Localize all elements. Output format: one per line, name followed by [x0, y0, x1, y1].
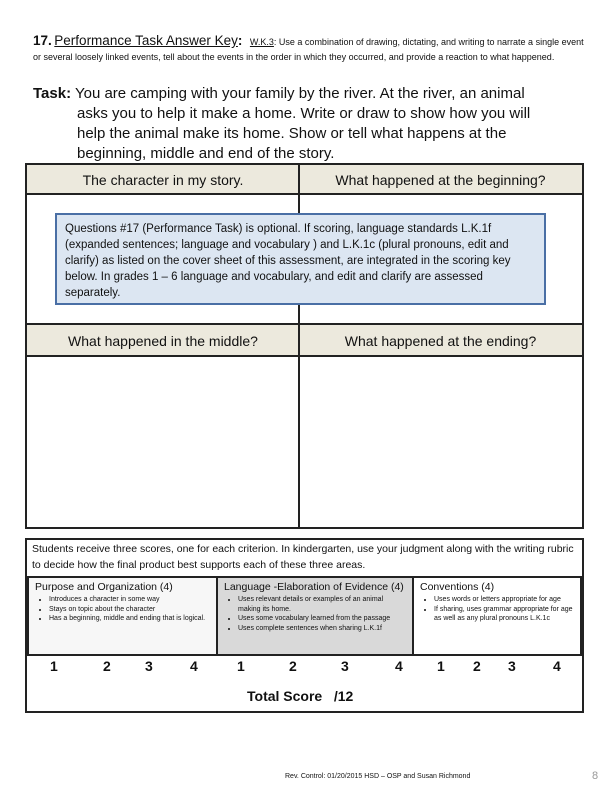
criterion-item: • Introduces a character in some way [49, 595, 210, 605]
criterion-item: • Uses words or letters appropriate for age [434, 595, 574, 605]
criterion-title: Conventions (4) [420, 581, 495, 593]
criterion-item: • Uses some vocabulary learned from the passage [238, 614, 406, 624]
score-3: 3 [145, 658, 153, 674]
score-2: 2 [289, 658, 297, 674]
criterion-item: • Uses relevant details or examples of an animal making its home. [238, 595, 406, 614]
standard-code: W.K.3 [249, 37, 274, 47]
page-title: Performance Task Answer Key [54, 33, 238, 48]
total-score: Total Score /12 [247, 688, 354, 704]
score-1: 1 [437, 658, 445, 674]
criterion-purpose [27, 576, 218, 656]
criterion-item: • Uses complete sentences when sharing L.K.1f [238, 624, 406, 634]
middle-header: What happened in the middle? [27, 323, 299, 357]
criterion-item: • Has a beginning, middle and ending that is logical. [49, 614, 210, 624]
task-line-4: beginning, middle and end of the story. [77, 145, 335, 162]
task-label: Task: [33, 85, 72, 102]
criterion-language [216, 576, 414, 656]
task-line-3: help the animal make its home. Show or tell what happens at the [77, 125, 507, 142]
scoring-note: Questions #17 (Performance Task) is optional. If scoring, language standards L.K.1f (expanded sentences; language and vocabulary ) and L.K.1c (plural pronouns, edit and clarify) as listed on the cover sheet of this assessment, are integrated in the scoring key below. In grades 1 – 6 language and vocabulary, and edit and clarify are assessed separately. [55, 213, 546, 305]
criterion-conventions [412, 576, 582, 656]
score-3: 3 [341, 658, 349, 674]
criterion-title: Language -Elaboration of Evidence (4) [224, 581, 404, 593]
beginning-header: What happened at the beginning? [299, 165, 582, 195]
task-line-1: You are camping with your family by the river. At the river, an animal [74, 85, 525, 102]
character-header: The character in my story. [27, 165, 299, 195]
score-4: 4 [553, 658, 561, 674]
standard-header [33, 33, 593, 65]
criterion-item: • Stays on topic about the character [49, 605, 210, 615]
score-4: 4 [395, 658, 403, 674]
rubric-intro: Students receive three scores, one for each criterion. In kindergarten, use your judgment along with the writing rubric to decide how the final product best supports each of these three areas. [32, 543, 574, 571]
question-number: 17. [33, 33, 52, 48]
colon: : [237, 33, 243, 48]
score-1: 1 [50, 658, 58, 674]
score-2: 2 [473, 658, 481, 674]
revision-footer: Rev. Control: 01/20/2015 HSD – OSP and Susan Richmond [285, 773, 471, 780]
standard-text: : Use a combination of drawing, dictating, and writing to narrate a single event or several loosely linked events, tell about the events in the order in which they occurred, and provide a reaction to what happened. [33, 37, 584, 62]
criterion-title: Purpose and Organization (4) [35, 581, 173, 593]
score-2: 2 [103, 658, 111, 674]
page-number: 8 [592, 770, 599, 782]
ending-header: What happened at the ending? [299, 323, 582, 357]
criterion-item: • If sharing, uses grammar appropriate for age as well as any plural pronouns L.K.1c [434, 605, 574, 624]
score-4: 4 [190, 658, 198, 674]
score-1: 1 [237, 658, 245, 674]
score-3: 3 [508, 658, 516, 674]
task-line-2: asks you to help it make a home. Write or draw to show how you will [77, 105, 531, 122]
task-prompt [33, 84, 573, 164]
